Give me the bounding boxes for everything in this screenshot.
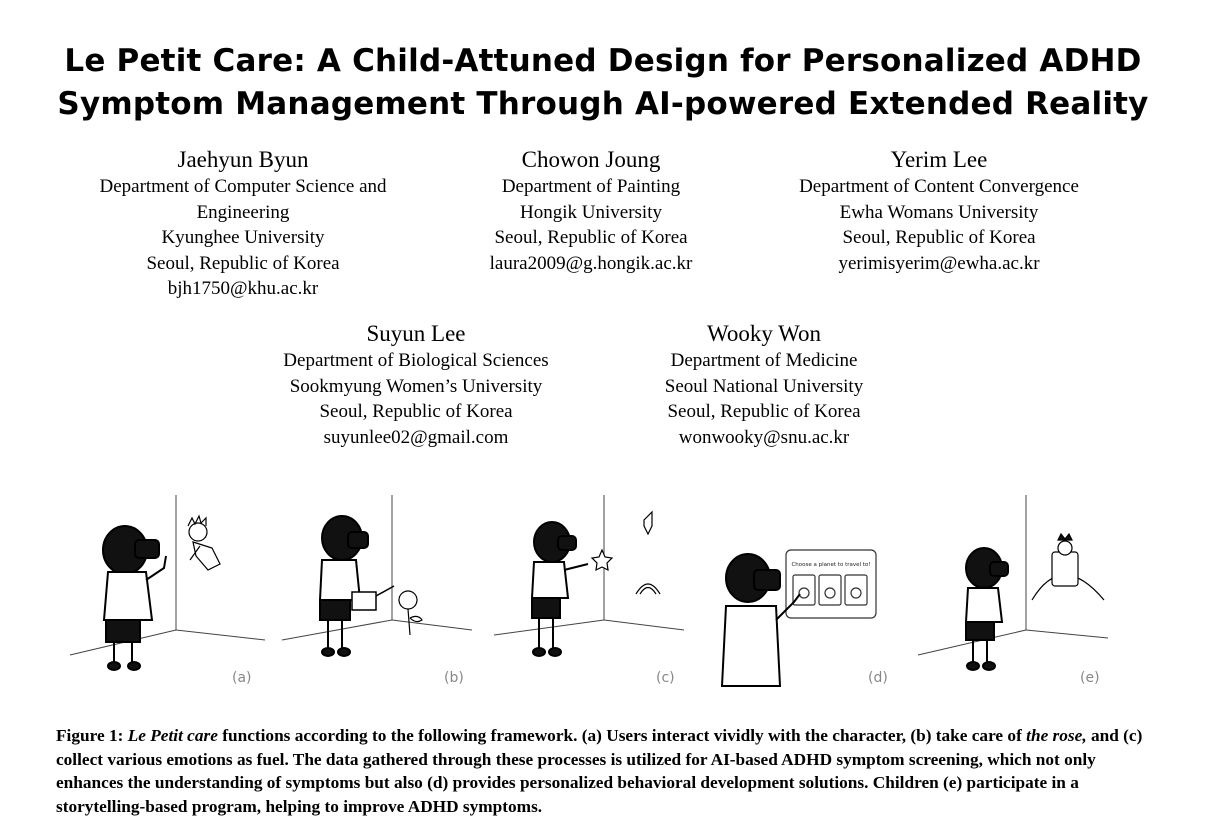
panel-c xyxy=(484,490,696,690)
author-affiliation: Seoul, Republic of Korea xyxy=(667,401,861,422)
author-affiliation: Department of Biological Sciences xyxy=(283,350,549,371)
figure-1 xyxy=(60,490,1140,690)
title-line-1: Le Petit Care: A Child-Attuned Design for Personalized ADHD xyxy=(64,43,1142,79)
panel-c-illustration xyxy=(484,490,696,690)
caption-prefix: Figure 1: xyxy=(56,726,128,745)
prince-character xyxy=(188,516,220,570)
author-email: wonwooky@snu.ac.kr xyxy=(678,426,850,448)
panel-label: (a) xyxy=(232,670,252,686)
author-affiliation: Seoul, Republic of Korea xyxy=(494,227,688,248)
panel-label: (e) xyxy=(1080,670,1100,686)
author-block xyxy=(764,145,1114,276)
caption-text: and (c) collect various emotions as fuel. The data gathered through these processes is utilized for AI-based ADHD symptom screening, which not only enhances the understanding of symptoms but also (d) provides personalized behavioral development solutions. Children (e) participate in a storytelling-based program, helping to improve ADHD symptoms. xyxy=(56,726,1143,816)
author-affiliation: Seoul National University xyxy=(664,375,864,397)
panel-a xyxy=(60,490,272,690)
author-affiliation: Department of Medicine xyxy=(670,350,858,371)
panel-d xyxy=(696,490,908,690)
author-block xyxy=(441,145,741,276)
panel-d-illustration xyxy=(696,490,908,690)
author-affiliation: Engineering xyxy=(196,201,290,223)
author-email: laura2009@g.hongik.ac.kr xyxy=(489,252,693,274)
king-on-planet xyxy=(1032,534,1104,600)
panel-label: (c) xyxy=(656,670,675,686)
author-email: suyunlee02@gmail.com xyxy=(323,426,509,448)
panel-b-illustration xyxy=(272,490,484,690)
author-name: Jaehyun Byun xyxy=(177,147,309,172)
author-affiliation: Seoul, Republic of Korea xyxy=(842,227,1036,248)
author-affiliation: Sookmyung Women’s University xyxy=(289,375,543,397)
author-name: Yerim Lee xyxy=(890,147,988,172)
author-affiliation: Hongik University xyxy=(520,201,662,223)
panel-e xyxy=(908,490,1120,690)
figure-caption xyxy=(56,724,1150,818)
panel-label: (d) xyxy=(868,670,888,686)
child-figure xyxy=(103,526,166,670)
author-name: Suyun Lee xyxy=(366,321,466,346)
paper-title xyxy=(0,40,1206,126)
rose xyxy=(399,591,422,635)
panel-label: (b) xyxy=(444,670,464,686)
child-figure xyxy=(966,548,1008,670)
emotion-icons xyxy=(592,512,660,594)
choice-screen xyxy=(786,550,876,618)
title-line-2: Symptom Management Through AI-powered Extended Reality xyxy=(57,86,1149,122)
author-affiliation: Department of Content Convergence xyxy=(799,176,1079,197)
panel-e-illustration xyxy=(908,490,1120,690)
author-name: Wooky Won xyxy=(706,321,822,346)
author-block xyxy=(614,319,914,450)
caption-italic-title: Le Petit care xyxy=(127,726,218,745)
author-name: Chowon Joung xyxy=(521,147,661,172)
author-email: yerimisyerim@ewha.ac.kr xyxy=(838,252,1040,274)
child-figure xyxy=(320,516,368,656)
author-affiliation: Ewha Womans University xyxy=(839,201,1039,223)
author-block xyxy=(68,145,418,302)
author-affiliation: Seoul, Republic of Korea xyxy=(319,401,513,422)
caption-text: functions according to the following framework. (a) Users interact vividly with the character, (b) take care of xyxy=(217,726,1027,745)
panel-b xyxy=(272,490,484,690)
author-email: bjh1750@khu.ac.kr xyxy=(167,278,319,299)
panel-a-illustration xyxy=(60,490,272,690)
author-affiliation: Seoul, Republic of Korea xyxy=(146,252,340,274)
author-block xyxy=(256,319,576,450)
child-figure xyxy=(532,522,588,656)
author-affiliation: Kyunghee University xyxy=(161,227,325,248)
caption-italic-rose: the rose, xyxy=(1026,726,1087,745)
author-affiliation: Department of Computer Science and xyxy=(99,176,387,197)
author-affiliation: Department of Painting xyxy=(501,176,681,197)
screen-title: Choose a planet to travel to! xyxy=(791,562,871,568)
